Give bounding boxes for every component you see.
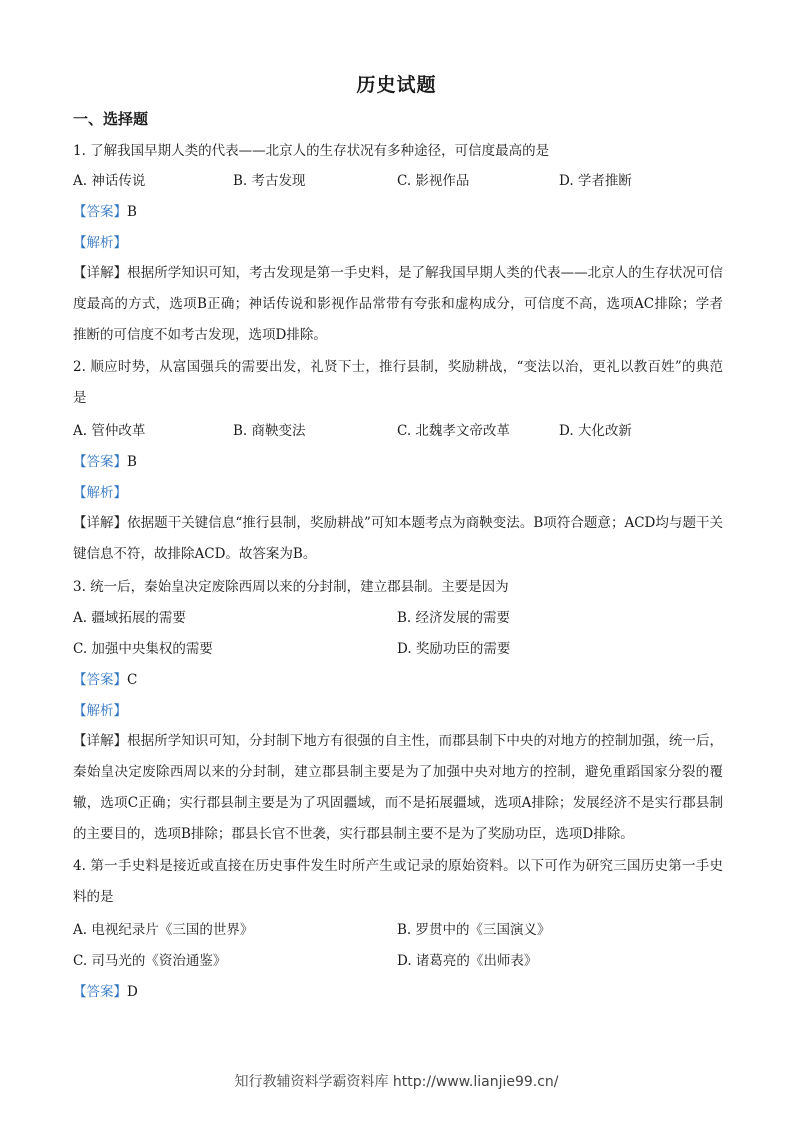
question-2-stem: 2. 顺应时势，从富国强兵的需要出发，礼贤下士，推行县制，奖励耕战，“变法以治，更礼以教百姓”的典范是	[73, 359, 723, 406]
q2-analysis-tag: 【解析】	[73, 485, 127, 501]
answer-value: B	[127, 204, 137, 220]
q3-answer	[73, 670, 723, 690]
q1-option-a: A. 神话传说	[73, 173, 146, 189]
q3-option-a: A. 疆域拓展的需要	[73, 610, 186, 626]
q4-option-b: B. 罗贯中的《三国演义》	[397, 922, 551, 938]
question-1-stem: 1. 了解我国早期人类的代表——北京人的生存状况有多种途径，可信度最高的是	[73, 143, 550, 159]
q1-detail: 【详解】根据所学知识可知，考古发现是第一手史料，是了解我国早期人类的代表——北京人的生存状况可信度最高的方式，选项B正确；神话传说和影视作品常带有夸张和虚构成分，可信度不高，选项AC排除；学者推断的可信度不如考古发现，选项D排除。	[73, 265, 723, 343]
q3-option-c: C. 加强中央集权的需要	[73, 641, 213, 657]
q1-answer	[73, 202, 723, 222]
q2-option-b: B. 商鞅变法	[233, 423, 306, 439]
q3-option-d: D. 奖励功臣的需要	[397, 641, 511, 657]
q3-detail: 【详解】根据所学知识可知，分封制下地方有很强的自主性，而郡县制下中央的对地方的控制加强，统一后，秦始皇决定废除西周以来的分封制，建立郡县制主要是为了加强中央对地方的控制，避免重蹈国家分裂的覆辙，选项C正确；实行郡县制主要是为了巩固疆域，而不是拓展疆域，选项A排除；发展经济不是实行郡县制的主要目的，选项B排除；郡县长官不世袭，实行郡县制主要不是为了奖励功臣，选项D排除。	[73, 733, 723, 842]
q1-option-d: D. 学者推断	[559, 173, 632, 189]
q1-option-b: B. 考古发现	[233, 173, 306, 189]
q2-option-c: C. 北魏孝文帝改革	[397, 423, 510, 439]
page-title: 历史试题	[356, 74, 437, 96]
q4-option-a: A. 电视纪录片《三国的世界》	[73, 922, 254, 938]
answer-tag: 【答案】	[73, 672, 127, 688]
q3-analysis-tag: 【解析】	[73, 703, 127, 719]
question-4-stem: 4. 第一手史料是接近或直接在历史事件发生时所产生或记录的原始资料。以下可作为研究三国历史第一手史料的是	[73, 858, 723, 905]
q2-option-a: A. 管仲改革	[73, 423, 146, 439]
section-heading: 一、选择题	[73, 110, 149, 128]
q2-detail: 【详解】依据题干关键信息“推行县制，奖励耕战”可知本题考点为商鞅变法。B项符合题意；ACD均与题干关键信息不符，故排除ACD。故答案为B。	[73, 515, 723, 562]
question-3-stem: 3. 统一后，秦始皇决定废除西周以来的分封制，建立郡县制。主要是因为	[73, 579, 509, 595]
answer-tag: 【答案】	[73, 984, 127, 1000]
q4-answer	[73, 982, 723, 1002]
q2-answer	[73, 452, 723, 472]
answer-tag: 【答案】	[73, 454, 127, 470]
q1-option-c: C. 影视作品	[397, 173, 470, 189]
answer-value: B	[127, 454, 137, 470]
answer-value: C	[127, 672, 138, 688]
q1-analysis-tag: 【解析】	[73, 235, 127, 251]
q3-option-b: B. 经济发展的需要	[397, 610, 511, 626]
answer-value: D	[127, 984, 138, 1000]
q4-option-c: C. 司马光的《资治通鉴》	[73, 953, 227, 969]
answer-tag: 【答案】	[73, 204, 127, 220]
q2-option-d: D. 大化改新	[559, 423, 632, 439]
footer-watermark: 知行教辅资料学霸资料库 http://www.lianjie99.cn/	[234, 1074, 559, 1090]
q4-option-d: D. 诸葛亮的《出师表》	[397, 953, 538, 969]
